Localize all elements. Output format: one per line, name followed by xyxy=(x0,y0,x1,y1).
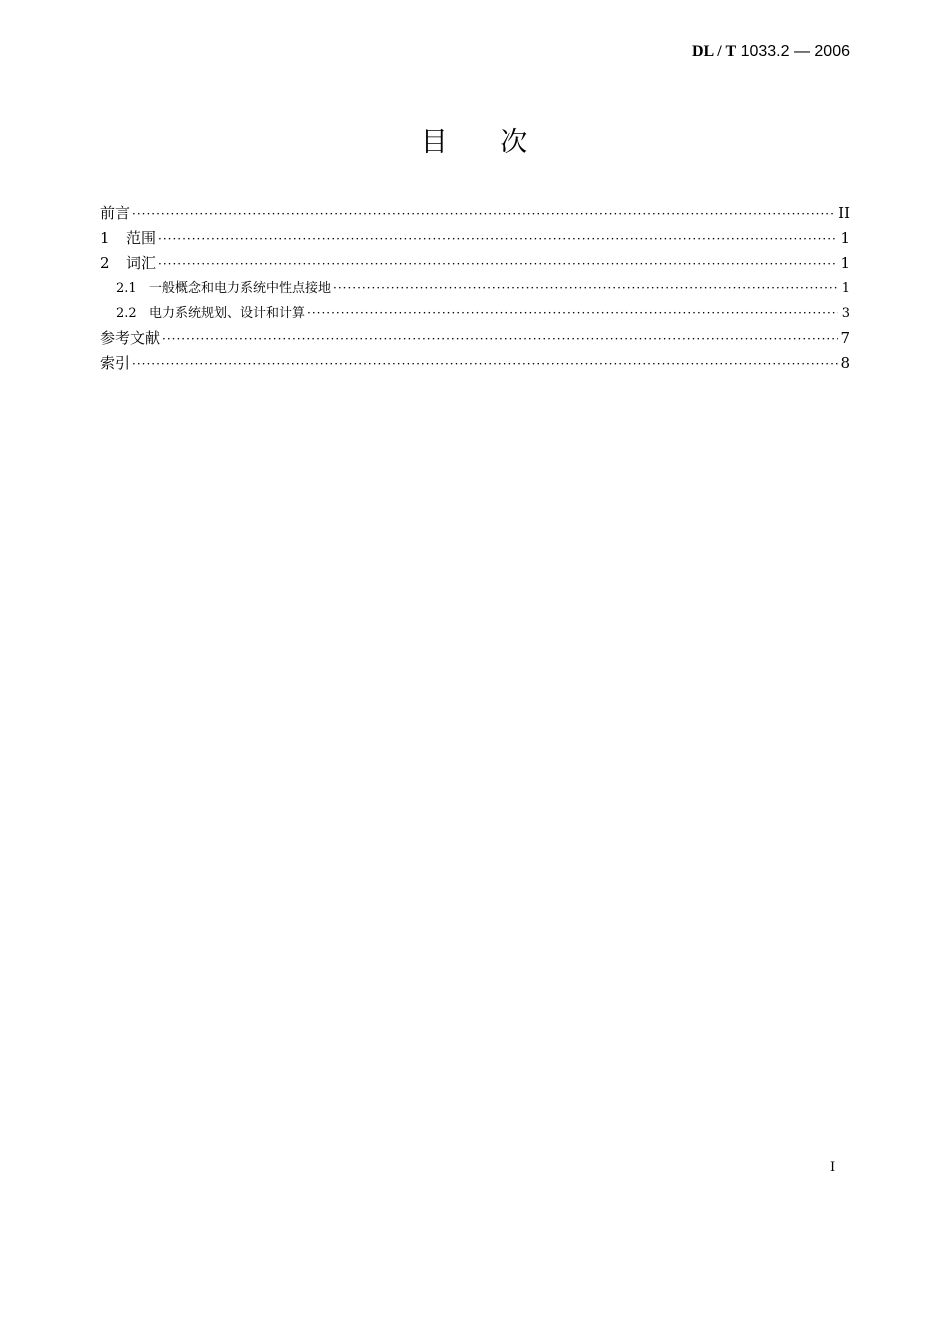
toc-entry-label: 一般概念和电力系统中性点接地 xyxy=(149,281,332,296)
toc-entry-general-concepts[interactable] xyxy=(100,276,850,301)
toc-entry-label: 词汇 xyxy=(126,254,157,272)
toc-entry-label: 索引 xyxy=(100,354,131,372)
toc-entry-index[interactable] xyxy=(100,351,850,376)
document-code xyxy=(692,43,850,61)
toc-entry-number: 2.2 xyxy=(116,306,137,321)
document-code-prefix: DL / T xyxy=(691,43,737,60)
page-title: 目 次 xyxy=(420,127,530,158)
toc-entry-scope[interactable] xyxy=(100,226,850,251)
toc-entry-number: 2 xyxy=(100,254,110,272)
toc-leader-dots xyxy=(132,351,838,377)
toc-leader-dots xyxy=(132,201,836,227)
document-code-number: 1033.2 — 2006 xyxy=(736,43,850,60)
toc-entry-vocabulary[interactable] xyxy=(100,251,850,276)
toc-entry-page: II xyxy=(838,204,850,222)
toc-entry-planning-design[interactable] xyxy=(100,301,850,326)
toc-entry-label: 前言 xyxy=(100,204,131,222)
toc-entry-page: 7 xyxy=(840,329,850,347)
toc-entry-foreword[interactable] xyxy=(100,201,850,226)
toc-entry-page: 1 xyxy=(841,281,850,296)
toc-leader-dots xyxy=(158,226,838,252)
toc-entry-number: 1 xyxy=(100,229,110,247)
toc-entry-label: 参考文献 xyxy=(100,329,161,347)
toc-entry-number: 2.1 xyxy=(116,281,137,296)
toc-entry-page: 3 xyxy=(841,306,850,321)
toc-entry-page: 1 xyxy=(840,229,850,247)
toc-entry-page: 8 xyxy=(840,354,850,372)
table-of-contents xyxy=(100,201,850,376)
toc-leader-dots xyxy=(333,276,838,301)
toc-entry-references[interactable] xyxy=(100,326,850,351)
page-number: I xyxy=(830,1160,836,1175)
toc-leader-dots xyxy=(162,326,838,352)
toc-entry-label: 范围 xyxy=(126,229,157,247)
toc-entry-page: 1 xyxy=(840,254,850,272)
toc-leader-dots xyxy=(307,301,838,326)
toc-leader-dots xyxy=(158,251,838,277)
toc-entry-label: 电力系统规划、设计和计算 xyxy=(149,306,306,321)
